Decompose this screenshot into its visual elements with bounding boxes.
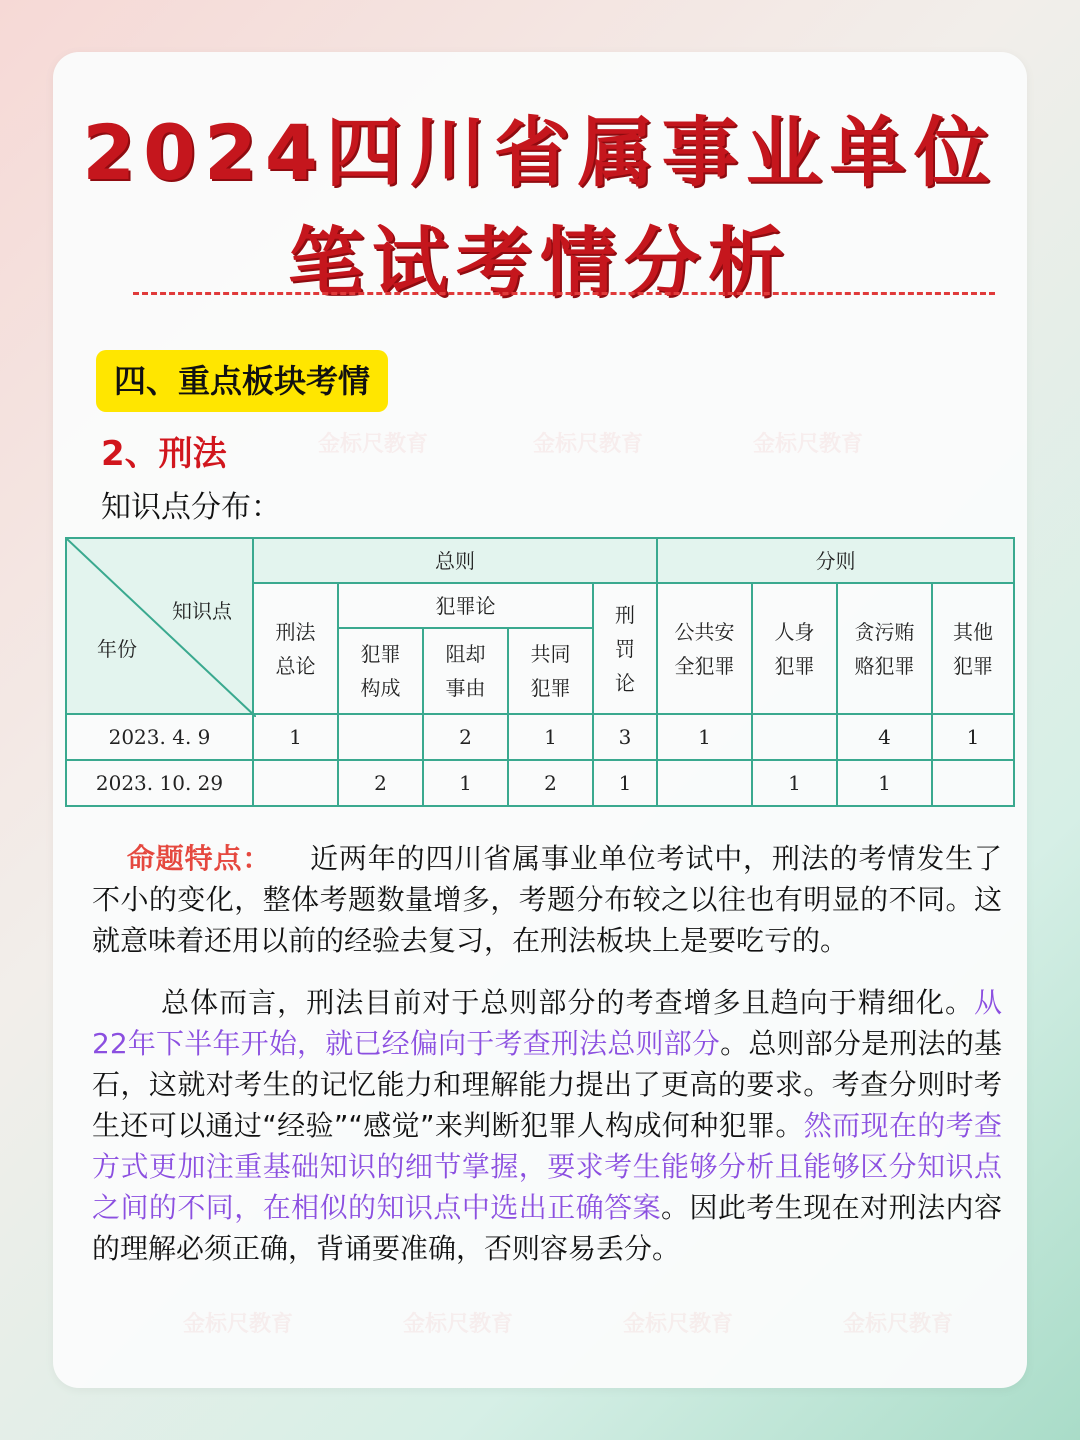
paragraph-1-text: 近两年的四川省属事业单位考试中，刑法的考情发生了不小的变化，整体考题数量增多，考题分布较之以往也有明显的不同。这就意味着还用以前的经验去复习，在刑法板块上是要吃亏的。	[92, 842, 1002, 957]
row-2-justification: 1	[422, 759, 509, 807]
header-crime-theory: 犯罪论	[337, 582, 594, 629]
title-line-1: 2024四川省属事业单位	[82, 108, 998, 197]
paragraph-characteristics	[92, 838, 1002, 961]
paragraph-2-d: 然而现在的考查方式更加注重基础知识的细节掌握，要求考生能够分析且能够区分知识点之间的不同，在相似的知识点中选出正确答案	[92, 1109, 1002, 1224]
row-2-general-theory	[252, 759, 339, 807]
row-1-corruption: 4	[836, 713, 933, 761]
watermark: 金标尺教育	[318, 432, 429, 457]
row-1-punishment: 3	[592, 713, 658, 761]
row-1-other: 1	[931, 713, 1015, 761]
watermark: 金标尺教育	[623, 1312, 734, 1337]
row-1-general-theory: 1	[252, 713, 339, 761]
paragraph-2-e: 。因此考生现在对刑法内容的理解必须正确，背诵要准确，否则容易丢分。	[92, 1191, 1002, 1265]
row-2-crime-composition: 2	[337, 759, 424, 807]
paragraph-2-a: 总体而言，刑法目前对于总则部分的考查增多且趋向于精细化。	[160, 986, 974, 1019]
knowledge-table	[65, 537, 1015, 807]
watermark: 金标尺教育	[183, 1312, 294, 1337]
row-2-joint-crime: 2	[507, 759, 594, 807]
row-1-justification: 2	[422, 713, 509, 761]
row-2-year: 2023. 10. 29	[65, 759, 254, 807]
header-crime-composition: 犯罪 构成	[337, 627, 424, 715]
watermark: 金标尺教育	[403, 1312, 514, 1337]
distribution-label: 知识点分布：	[101, 490, 281, 525]
corner-top-label: 知识点	[172, 599, 232, 623]
header-general-theory: 刑法 总论	[252, 582, 339, 715]
watermark: 金标尺教育	[843, 1312, 954, 1337]
row-2-punishment: 1	[592, 759, 658, 807]
row-1-joint-crime: 1	[507, 713, 594, 761]
header-justification: 阻却 事由	[422, 627, 509, 715]
title-line-2: 笔试考情分析	[288, 218, 792, 307]
section-badge: 四、重点板块考情	[96, 350, 388, 412]
paragraph-2-c: 。总则部分是刑法的基石，这就对考生的记忆能力和理解能力提出了更高的要求。考查分则时考生还可以通过“经验”“感觉”来判断犯罪人构成何种犯罪。	[92, 1027, 1002, 1142]
table-corner-cell	[65, 537, 254, 715]
header-corruption: 贪污贿 赂犯罪	[836, 582, 933, 715]
corner-bottom-label: 年份	[97, 637, 137, 661]
watermark: 金标尺教育	[753, 432, 864, 457]
row-2-corruption: 1	[836, 759, 933, 807]
row-1-crime-composition	[337, 713, 424, 761]
row-1-personal	[751, 713, 838, 761]
content-card	[53, 52, 1027, 1388]
row-2-public-safety	[656, 759, 753, 807]
paragraph-2-b: 从22年下半年开始，就已经偏向于考查刑法总则部分	[92, 986, 1002, 1060]
paragraph-lead: 命题特点：	[126, 842, 272, 875]
diagonal-line	[67, 539, 256, 717]
watermark: 金标尺教育	[533, 432, 644, 457]
row-1-year: 2023. 4. 9	[65, 713, 254, 761]
header-personal: 人身 犯罪	[751, 582, 838, 715]
header-general: 总则	[252, 537, 658, 584]
header-punishment: 刑 罚 论	[592, 582, 658, 715]
title-divider	[133, 292, 995, 295]
header-public-safety: 公共安 全犯罪	[656, 582, 753, 715]
row-2-personal: 1	[751, 759, 838, 807]
header-specific: 分则	[656, 537, 1015, 584]
subheading: 2、刑法	[101, 434, 227, 474]
header-other: 其他 犯罪	[931, 582, 1015, 715]
row-1-public-safety: 1	[656, 713, 753, 761]
row-2-other	[931, 759, 1015, 807]
header-joint-crime: 共同 犯罪	[507, 627, 594, 715]
paragraph-summary	[92, 982, 1002, 1269]
